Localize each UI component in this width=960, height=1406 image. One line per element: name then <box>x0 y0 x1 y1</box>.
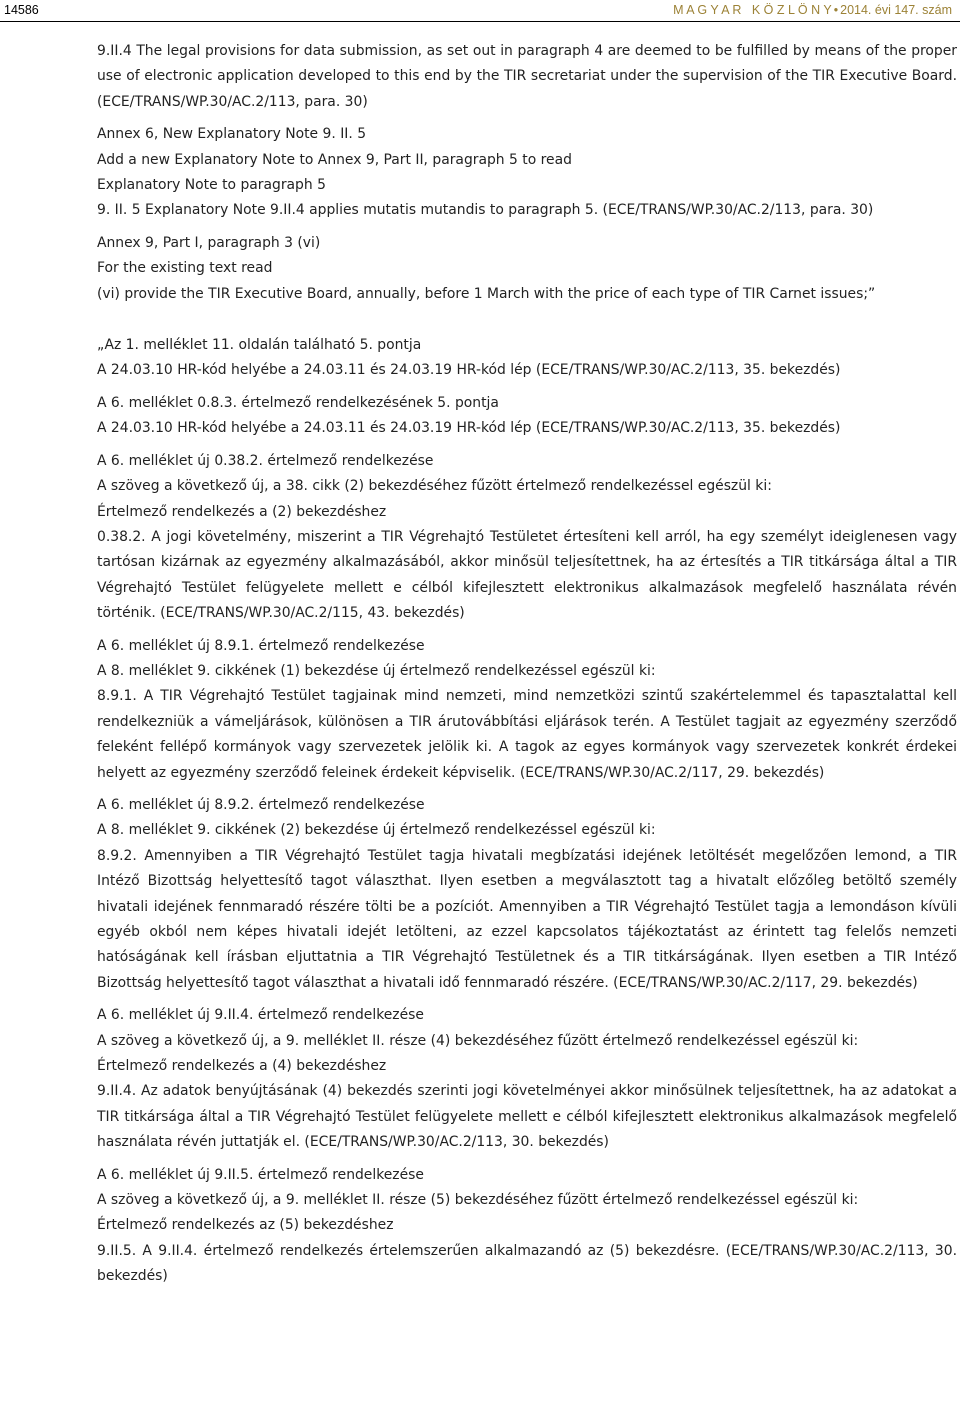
paragraph-9-ii-4-en: 9.II.4 The legal provisions for data submission, as set out in paragraph 4 are deemed to be fulfilled by means of the proper use of electronic application developed to this end by the TIR secretariat under the supervision of the TIR Executive Board. (ECE/TRANS/WP.30/AC.2/113, para. 30) <box>97 43 957 110</box>
hu-note-title-9-ii-4: Értelmező rendelkezés a (4) bekezdéshez <box>97 1058 387 1075</box>
hu-paragraph-0-38-2: 0.38.2. A jogi követelmény, miszerint a TIR Végrehajtó Testületet értesíteni kell arról, ha egy személyt ideiglenesen vagy tartósan kizárnak az egyezmény alkalmazásából, akkor minősül teljesítettnek, ha az értesítés a TIR titkársága által a TIR Végrehajtó Testület felügyelete mellett e célból kifejlesztett elektronikus alkalmazások megfelelő használata révén történik. (ECE/TRANS/WP.30/AC.2/115, 43. bekezdés) <box>97 528 957 622</box>
header-separator: • <box>833 3 839 17</box>
hu-item-heading-2: A 6. melléklet 0.8.3. értelmező rendelkezésének 5. pontja <box>97 394 499 411</box>
document-body <box>97 39 957 1290</box>
hu-heading-8-9-2: A 6. melléklet új 8.9.2. értelmező rendelkezése <box>97 796 425 813</box>
page-number: 14586 <box>4 3 39 17</box>
annex-6-heading: Annex 6, New Explanatory Note 9. II. 5 <box>97 126 367 143</box>
hu-instruction-8-9-1: A 8. melléklet 9. cikkének (1) bekezdése új értelmező rendelkezéssel egészül ki: <box>97 662 656 679</box>
journal-title: M A G Y A R K Ö Z L Ö N Y <box>673 3 832 17</box>
hu-note-title-9-ii-5: Értelmező rendelkezés az (5) bekezdéshez <box>97 1217 394 1234</box>
hu-hs-code-change-2: A 24.03.10 HR-kód helyébe a 24.03.11 és 24.03.19 HR-kód lép (ECE/TRANS/WP.30/AC.2/113, 35. bekezdés) <box>97 420 841 437</box>
hu-instruction-0-38-2: A szöveg a következő új, a 38. cikk (2) bekezdéséhez fűzött értelmező rendelkezéssel egészül ki: <box>97 478 772 495</box>
page-header <box>0 0 960 22</box>
hu-instruction-9-ii-5: A szöveg a következő új, a 9. melléklet II. része (5) bekezdéséhez fűzött értelmező rendelkezéssel egészül ki: <box>97 1192 859 1209</box>
hu-instruction-8-9-2: A 8. melléklet 9. cikkének (2) bekezdése új értelmező rendelkezéssel egészül ki: <box>97 822 656 839</box>
running-head <box>673 3 952 17</box>
hu-instruction-9-ii-4: A szöveg a következő új, a 9. melléklet II. része (4) bekezdéséhez fűzött értelmező rendelkezéssel egészül ki: <box>97 1032 859 1049</box>
paragraph-9-ii-5-en: 9. II. 5 Explanatory Note 9.II.4 applies mutatis mutandis to paragraph 5. (ECE/TRANS/WP.30/AC.2/113, para. 30) <box>97 202 874 219</box>
header-rule <box>0 21 960 22</box>
issue-label: 2014. évi 147. szám <box>840 3 952 17</box>
paragraph-vi-en: (vi) provide the TIR Executive Board, annually, before 1 March with the price of each type of TIR Carnet issues;” <box>97 285 876 302</box>
hu-paragraph-9-ii-4: 9.II.4. Az adatok benyújtásának (4) bekezdés szerinti jogi követelményei akkor minősülnek teljesítettnek, ha az adatokat a TIR titkársága által a TIR Végrehajtó Testület felügyelete mellett e célból kifejlesztett elektronikus alkalmazások megfelelő használata révén juttatják el. (ECE/TRANS/WP.30/AC.2/113, 30. bekezdés) <box>97 1083 957 1151</box>
hu-heading-0-38-2: A 6. melléklet új 0.38.2. értelmező rendelkezése <box>97 452 434 469</box>
amendment-instruction: Add a new Explanatory Note to Annex 9, Part II, paragraph 5 to read <box>97 151 572 168</box>
hu-heading-9-ii-4: A 6. melléklet új 9.II.4. értelmező rendelkezése <box>97 1007 424 1024</box>
hu-heading-8-9-1: A 6. melléklet új 8.9.1. értelmező rendelkezése <box>97 637 425 654</box>
hu-paragraph-9-ii-5: 9.II.5. A 9.II.4. értelmező rendelkezés értelemszerűen alkalmazandó az (5) bekezdésre. (ECE/TRANS/WP.30/AC.2/113, 30. bekezdés) <box>97 1242 957 1285</box>
hu-note-title-0-38-2: Értelmező rendelkezés a (2) bekezdéshez <box>97 503 387 520</box>
hu-paragraph-8-9-1: 8.9.1. A TIR Végrehajtó Testület tagjainak mind nemzeti, mind nemzetközi szintű szakértelemmel és tapasztalattal kell rendelkezniük a vámeljárások, különösen a TIR árutovábbítási eljárások terén. A Testület tagjait az egyezmény szerződő feleként fellépő kormányok vagy szervezetek jelölik ki. A tagok az egyes kormányok vagy szervezetek konkrét érdekei helyett az egyezmény szerződő feleinek érdekeit képviselik. (ECE/TRANS/WP.30/AC.2/117, 29. bekezdés) <box>97 688 957 781</box>
hu-item-heading-1: „Az 1. melléklet 11. oldalán található 5. pontja <box>97 337 422 354</box>
annex-9-heading: Annex 9, Part I, paragraph 3 (vi) <box>97 234 321 251</box>
hu-heading-9-ii-5: A 6. melléklet új 9.II.5. értelmező rendelkezése <box>97 1166 424 1183</box>
replacement-instruction: For the existing text read <box>97 260 273 277</box>
hu-hs-code-change-1: A 24.03.10 HR-kód helyébe a 24.03.11 és 24.03.19 HR-kód lép (ECE/TRANS/WP.30/AC.2/113, 35. bekezdés) <box>97 362 841 379</box>
explanatory-note-title: Explanatory Note to paragraph 5 <box>97 177 326 194</box>
hu-paragraph-8-9-2: 8.9.2. Amennyiben a TIR Végrehajtó Testület tagja hivatali megbízatási idejének letöltését megelőzően lemond, a TIR Intéző Bizottság helyettesítő tagot választhat. Ilyen esetben a megválasztott tag a hivatalt előzőleg betöltő személy hivatali idejének fennmaradó részére tölti be a pozíciót. Amennyiben a TIR Végrehajtó Testület tagja a lemondáson kívüli egyéb okból nem képes hivatali idejét letölteni, az ezzel kapcsolatos tájékoztatást az érintett tag felelős nemzeti hatóságának kell írásban eljuttatnia a TIR Végrehajtó Testületnek és a TIR titkárságának. Ilyen esetben a TIR Intéző Bizottság helyettesítő tagot választhat a hivatali idő fennmaradó részére. (ECE/TRANS/WP.30/AC.2/117, 29. bekezdés) <box>97 847 957 991</box>
